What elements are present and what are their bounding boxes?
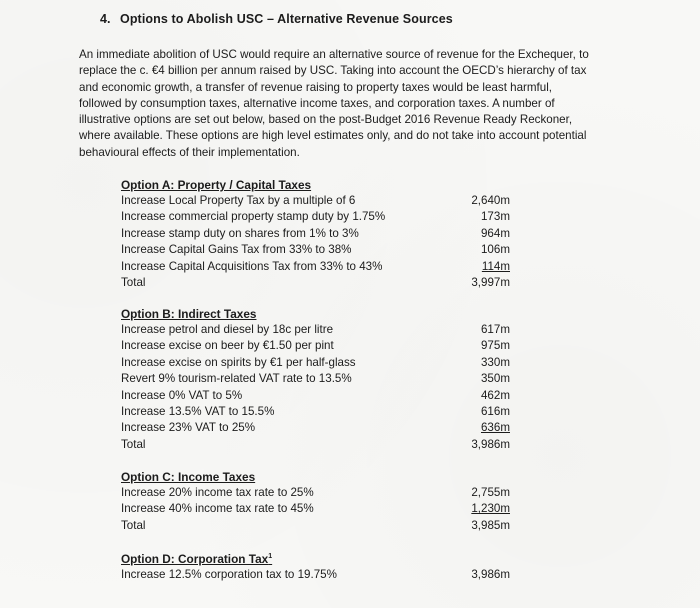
option-d-title — [121, 551, 510, 567]
row-label: Increase petrol and diesel by 18c per litre — [121, 323, 334, 336]
row-label: Increase stamp duty on shares from 1% to 3% — [121, 226, 359, 240]
table-row — [121, 338, 510, 354]
row-value: 114m — [481, 259, 510, 273]
intro-line: followed by consumption taxes, alternative income taxes, and corporation taxes. A number of — [79, 96, 555, 110]
row-value: 964m — [480, 226, 510, 240]
row-label: Increase Capital Acquisitions Tax from 33% to 43% — [121, 259, 383, 273]
row-value: 350m — [480, 372, 510, 386]
table-row — [121, 322, 510, 338]
table-row — [121, 226, 510, 242]
option-a-block — [121, 177, 510, 291]
row-value: 462m — [480, 388, 510, 402]
row-value: 2,640m — [471, 194, 510, 207]
row-label: Increase 40% income tax rate to 45% — [121, 502, 314, 516]
table-row — [121, 485, 510, 501]
footnote-marker: 1 — [268, 553, 273, 561]
table-row — [121, 193, 510, 209]
row-label: Increase Local Property Tax by a multiple of 6 — [121, 194, 356, 207]
total-label: Total — [121, 518, 146, 532]
row-value: 617m — [480, 323, 510, 336]
row-label: Increase 0% VAT to 5% — [121, 388, 243, 402]
table-row — [121, 242, 510, 258]
row-label: Increase commercial property stamp duty by 1.75% — [121, 210, 386, 224]
total-value: 3,986m — [471, 437, 510, 451]
total-label: Total — [121, 275, 146, 289]
table-row — [121, 209, 510, 225]
intro-line: illustrative options are set out below, based on the post-Budget 2016 Revenue Ready Reckoner, — [79, 113, 573, 127]
intro-line: where available. These options are high level estimates only, and do not take into account potential — [79, 129, 587, 143]
intro-paragraph — [79, 47, 679, 161]
row-value: 636m — [480, 421, 510, 435]
row-label: Increase 23% VAT to 25% — [121, 421, 256, 435]
row-label: Increase Capital Gains Tax from 33% to 38% — [121, 243, 352, 257]
table-row — [121, 501, 510, 517]
row-value: 106m — [480, 243, 510, 257]
option-b-block — [121, 306, 510, 453]
row-label: Increase 13.5% VAT to 15.5% — [121, 404, 275, 418]
intro-line: and economic growth, a transfer of revenue raising to property taxes would be least harmful, — [79, 80, 553, 94]
row-value: 3,986m — [471, 568, 510, 581]
row-value: 975m — [480, 339, 510, 353]
total-row — [121, 275, 510, 291]
table-row — [121, 355, 510, 371]
option-d-block — [121, 551, 510, 583]
section-title: Options to Abolish USC – Alternative Revenue Sources — [120, 12, 453, 26]
total-row — [121, 518, 510, 534]
option-c-block — [121, 469, 510, 534]
row-value: 330m — [480, 355, 510, 369]
total-value: 3,997m — [471, 275, 510, 289]
section-number: 4. — [100, 12, 111, 26]
row-value: 173m — [480, 210, 510, 224]
total-row — [121, 437, 510, 453]
option-d-title-text: Option D: Corporation Tax — [121, 552, 269, 566]
row-label: Increase 12.5% corporation tax to 19.75% — [121, 568, 337, 581]
section-heading — [100, 12, 453, 26]
table-row — [121, 567, 510, 583]
intro-line: An immediate abolition of USC would require an alternative source of revenue for the Exchequer, to — [79, 48, 589, 61]
row-label: Revert 9% tourism-related VAT rate to 13.5% — [121, 372, 352, 386]
total-label: Total — [121, 437, 146, 451]
table-row — [121, 259, 510, 275]
row-label: Increase excise on spirits by €1 per half-glass — [121, 355, 356, 369]
table-row — [121, 371, 510, 387]
table-row — [121, 404, 510, 420]
option-a-title: Option A: Property / Capital Taxes — [121, 178, 312, 192]
option-c-title: Option C: Income Taxes — [121, 470, 256, 484]
intro-line: behavioural effects of their implementation. — [79, 145, 300, 159]
table-row — [121, 388, 510, 404]
total-value: 3,985m — [471, 518, 510, 532]
option-b-title: Option B: Indirect Taxes — [121, 307, 257, 321]
row-label: Increase excise on beer by €1.50 per pint — [121, 339, 334, 353]
table-row — [121, 420, 510, 436]
intro-line: replace the c. €4 billion per annum raised by USC. Taking into account the OECD’s hierarchy of tax — [79, 64, 587, 78]
row-value: 2,755m — [471, 486, 510, 499]
row-value: 616m — [480, 404, 510, 418]
row-value: 1,230m — [471, 502, 510, 516]
row-label: Increase 20% income tax rate to 25% — [121, 486, 314, 499]
